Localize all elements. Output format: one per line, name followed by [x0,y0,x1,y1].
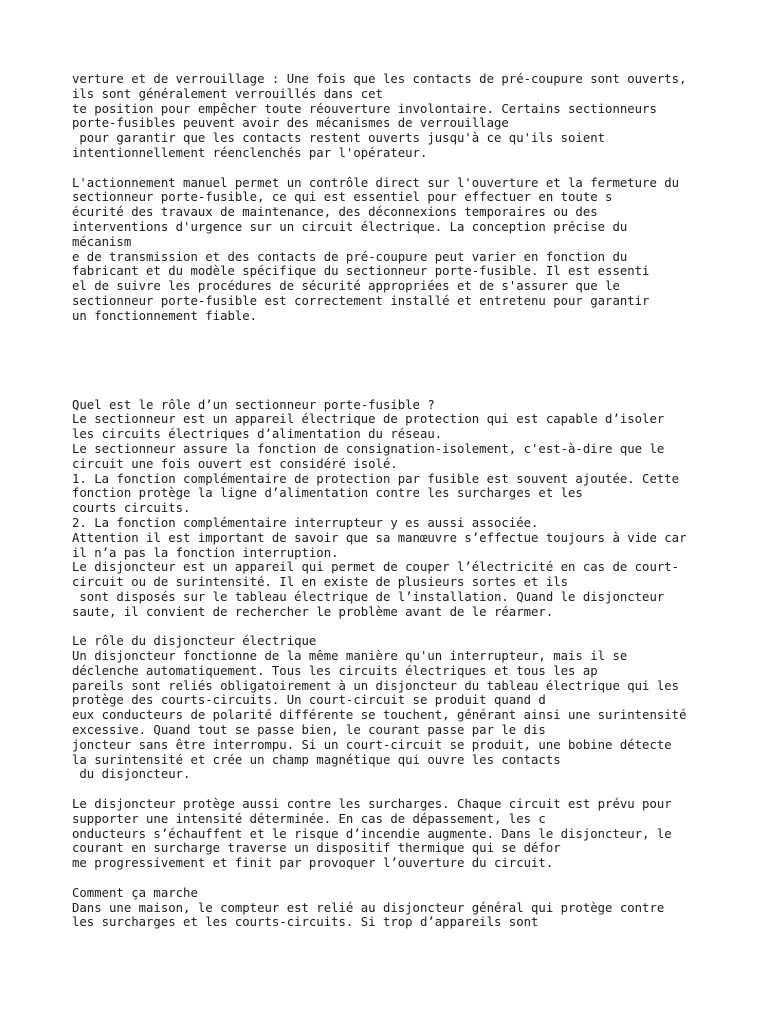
text-line: te position pour empêcher toute réouverture involontaire. Certains sectionneurs [72,101,657,116]
text-line: les surcharges et les courts-circuits. Si trop d’appareils sont [72,915,539,930]
text-line: Le sectionneur est un appareil électrique de protection qui est capable d’isoler [72,412,665,427]
text-line: sectionneur porte-fusible, ce qui est essentiel pour effectuer en toute s [72,190,613,205]
text-line: sectionneur porte-fusible est correctement installé et entretenu pour garantir [72,293,650,308]
text-line: el de suivre les procédures de sécurité appropriées et de s'assurer que le [72,279,620,294]
text-line: il n’a pas la fonction interruption. [72,545,339,560]
text-line: Le disjoncteur protège aussi contre les surcharges. Chaque circuit est prévu pour [72,797,672,812]
text-line: ils sont généralement verrouillés dans cet [72,86,383,101]
paragraph-verrouillage [72,72,712,161]
text-line: Quel est le rôle d’un sectionneur porte-fusible ? [72,397,435,412]
text-line: onducteurs s’échauffent et le risque d’incendie augmente. Dans le disjoncteur, le [72,826,672,841]
text-line: Comment ça marche [72,885,198,900]
text-line: fabricant et du modèle spécifique du sectionneur porte-fusible. Il est essenti [72,264,650,279]
text-line: intentionnellement réenclenchés par l'opérateur. [72,145,428,160]
text-line: Dans une maison, le compteur est relié au disjoncteur général qui protège contre [72,900,665,915]
text-line: la surintensité et crée un champ magnétique qui ouvre les contacts [72,752,561,767]
text-line: pour garantir que les contacts restent ouverts jusqu'à ce qu'ils soient [72,131,606,146]
text-line: porte-fusibles peuvent avoir des mécanismes de verrouillage [72,116,509,131]
text-line: supporter une intensité déterminée. En cas de dépassement, les c [72,811,546,826]
text-line: e de transmission et des contacts de pré-coupure peut varier en fonction du [72,249,628,264]
text-line: excessive. Quand tout se passe bien, le courant passe par le dis [72,723,546,738]
text-line: Le rôle du disjoncteur électrique [72,634,317,649]
text-line: verture et de verrouillage : Une fois que les contacts de pré-coupure sont ouverts, [72,72,687,86]
text-line: fonction protège la ligne d’alimentation contre les surcharges et les [72,486,583,501]
text-line: saute, il convient de rechercher le problème avant de le réarmer. [72,604,554,619]
text-line: déclenche automatiquement. Tous les circuits électriques et tous les ap [72,663,598,678]
document-page [72,72,712,930]
text-line: circuit ou de surintensité. Il en existe de plusieurs sortes et ils [72,575,569,590]
text-line: me progressivement et finit par provoquer l’ouverture du circuit. [72,856,554,871]
text-line: courts circuits. [72,501,191,516]
text-line: Attention il est important de savoir que sa manœuvre s’effectue toujours à vide car [72,530,687,545]
paragraph-role-sectionneur [72,398,712,620]
text-line: eux conducteurs de polarité différente se touchent, générant ainsi une surintensité [72,708,687,723]
paragraph-actionnement-manuel [72,176,712,324]
text-line: 1. La fonction complémentaire de protection par fusible est souvent ajoutée. Cette [72,471,680,486]
text-line: courant en surcharge traverse un dispositif thermique qui se défor [72,841,561,856]
text-line: joncteur sans être interrompu. Si un court-circuit se produit, une bobine détecte [72,737,672,752]
text-line: Le disjoncteur est un appareil qui permet de couper l’électricité en cas de court- [72,560,680,575]
paragraph-role-disjoncteur [72,634,712,782]
text-line: 2. La fonction complémentaire interrupteur y es aussi associée. [72,515,539,530]
text-line: du disjoncteur. [72,767,191,782]
text-line: Un disjoncteur fonctionne de la même manière qu'un interrupteur, mais il se [72,649,628,664]
text-line: circuit une fois ouvert est considéré isolé. [72,456,398,471]
text-line: Le sectionneur assure la fonction de consignation-isolement, c'est-à-dire que le [72,441,665,456]
text-line: mécanism [72,234,132,249]
text-line: L'actionnement manuel permet un contrôle direct sur l'ouverture et la fermeture du [72,175,680,190]
text-line: sont disposés sur le tableau électrique de l’installation. Quand le disjoncteur [72,589,665,604]
text-line: interventions d'urgence sur un circuit électrique. La conception précise du [72,219,628,234]
text-line: les circuits électriques d’alimentation du réseau. [72,427,443,442]
text-line: écurité des travaux de maintenance, des déconnexions temporaires ou des [72,205,598,220]
text-line: pareils sont reliés obligatoirement à un disjoncteur du tableau électrique qui les [72,678,680,693]
text-line: un fonctionnement fiable. [72,308,258,323]
paragraph-surcharges [72,797,712,871]
paragraph-comment-ca-marche [72,886,712,930]
text-line: protège des courts-circuits. Un court-circuit se produit quand d [72,693,546,708]
